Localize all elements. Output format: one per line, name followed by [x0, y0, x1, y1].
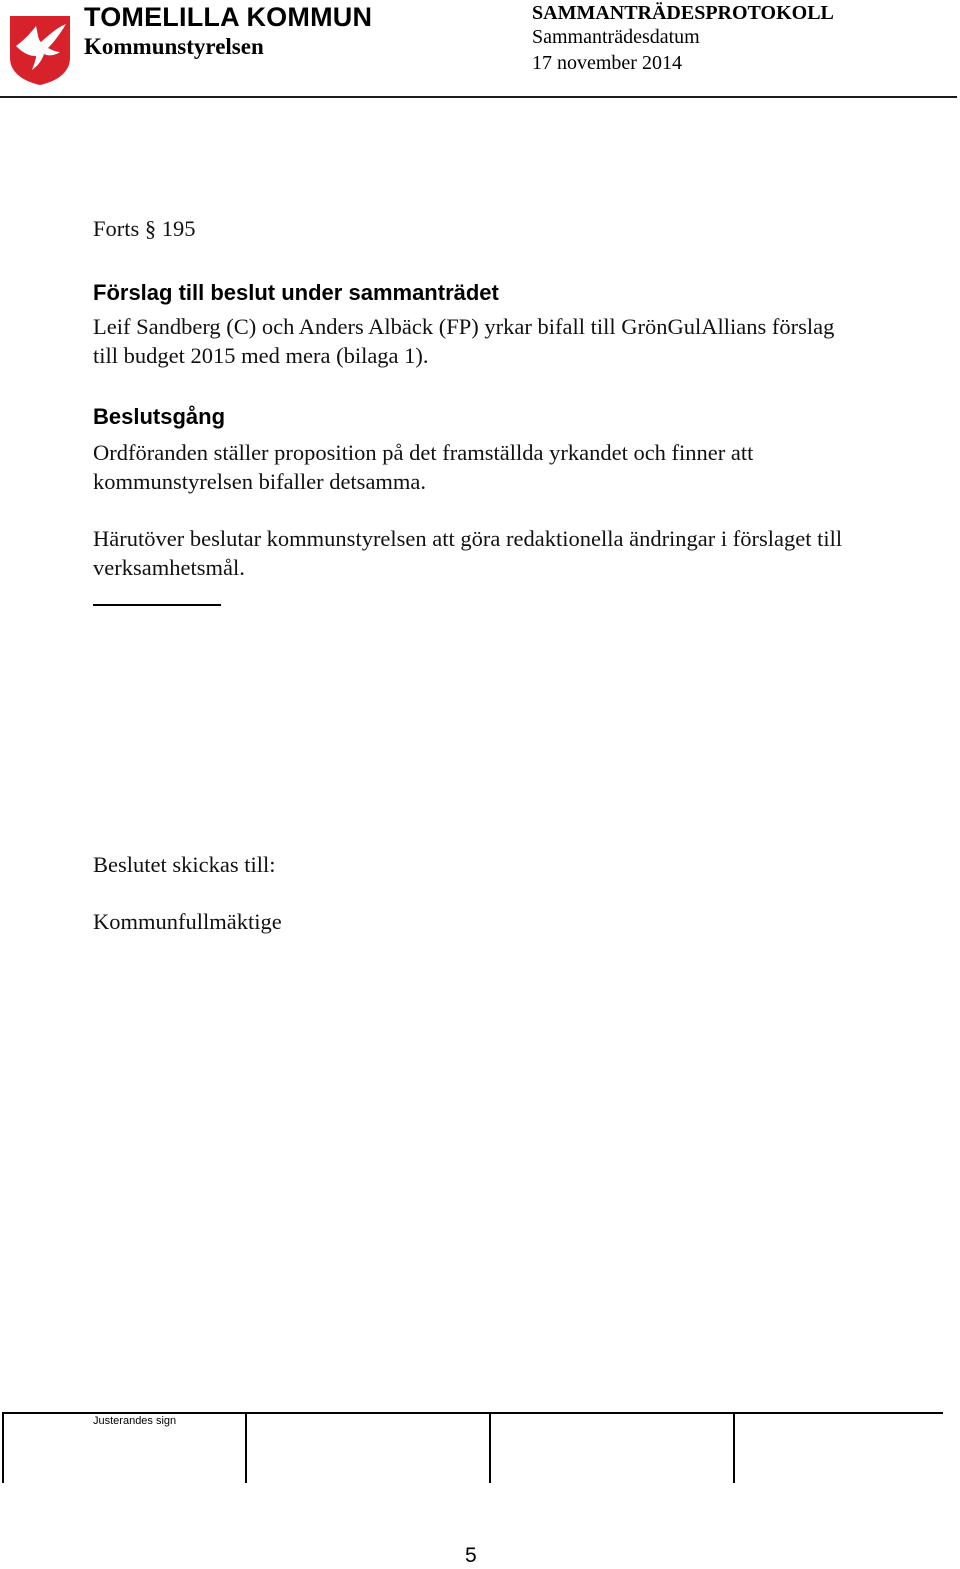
document-type: SAMMANTRÄDESPROTOKOLL	[532, 2, 834, 24]
meeting-date-label: Sammanträdesdatum	[532, 26, 700, 48]
signature-label: Justerandes sign	[93, 1415, 177, 1427]
procedure-heading: Beslutsgång	[93, 404, 226, 429]
additional-decision-text: Härutöver beslutar kommunstyrelsen att göra redaktionella ändringar i förslaget till verksamhetsmål.	[93, 526, 843, 580]
signature-box-divider	[733, 1412, 735, 1483]
section-end-rule	[93, 604, 221, 606]
coat-of-arms-bird-icon	[8, 14, 72, 86]
proposal-text: Leif Sandberg (C) och Anders Albäck (FP) yrkar bifall till GrönGulAllians förslag till budget 2015 med mera (bilaga 1).	[93, 314, 835, 368]
header-divider	[0, 96, 957, 98]
sent-to-label: Beslutet skickas till:	[93, 852, 276, 877]
proposal-heading: Förslag till beslut under sammanträdet	[93, 280, 499, 305]
sent-to-recipient: Kommunfullmäktige	[93, 909, 282, 934]
signature-box-top-border	[2, 1412, 943, 1414]
section-reference: Forts § 195	[93, 216, 196, 241]
signature-box-divider	[489, 1412, 491, 1483]
department-name: Kommunstyrelsen	[84, 34, 264, 59]
meeting-date-value: 17 november 2014	[532, 52, 682, 74]
organization-name: TOMELILLA KOMMUN	[84, 2, 373, 32]
signature-box-divider	[2, 1412, 4, 1483]
procedure-text: Ordföranden ställer proposition på det framställda yrkandet och finner att kommunstyrelsen bifaller detsamma.	[93, 440, 754, 494]
page-number: 5	[465, 1544, 477, 1567]
signature-box-divider	[245, 1412, 247, 1483]
